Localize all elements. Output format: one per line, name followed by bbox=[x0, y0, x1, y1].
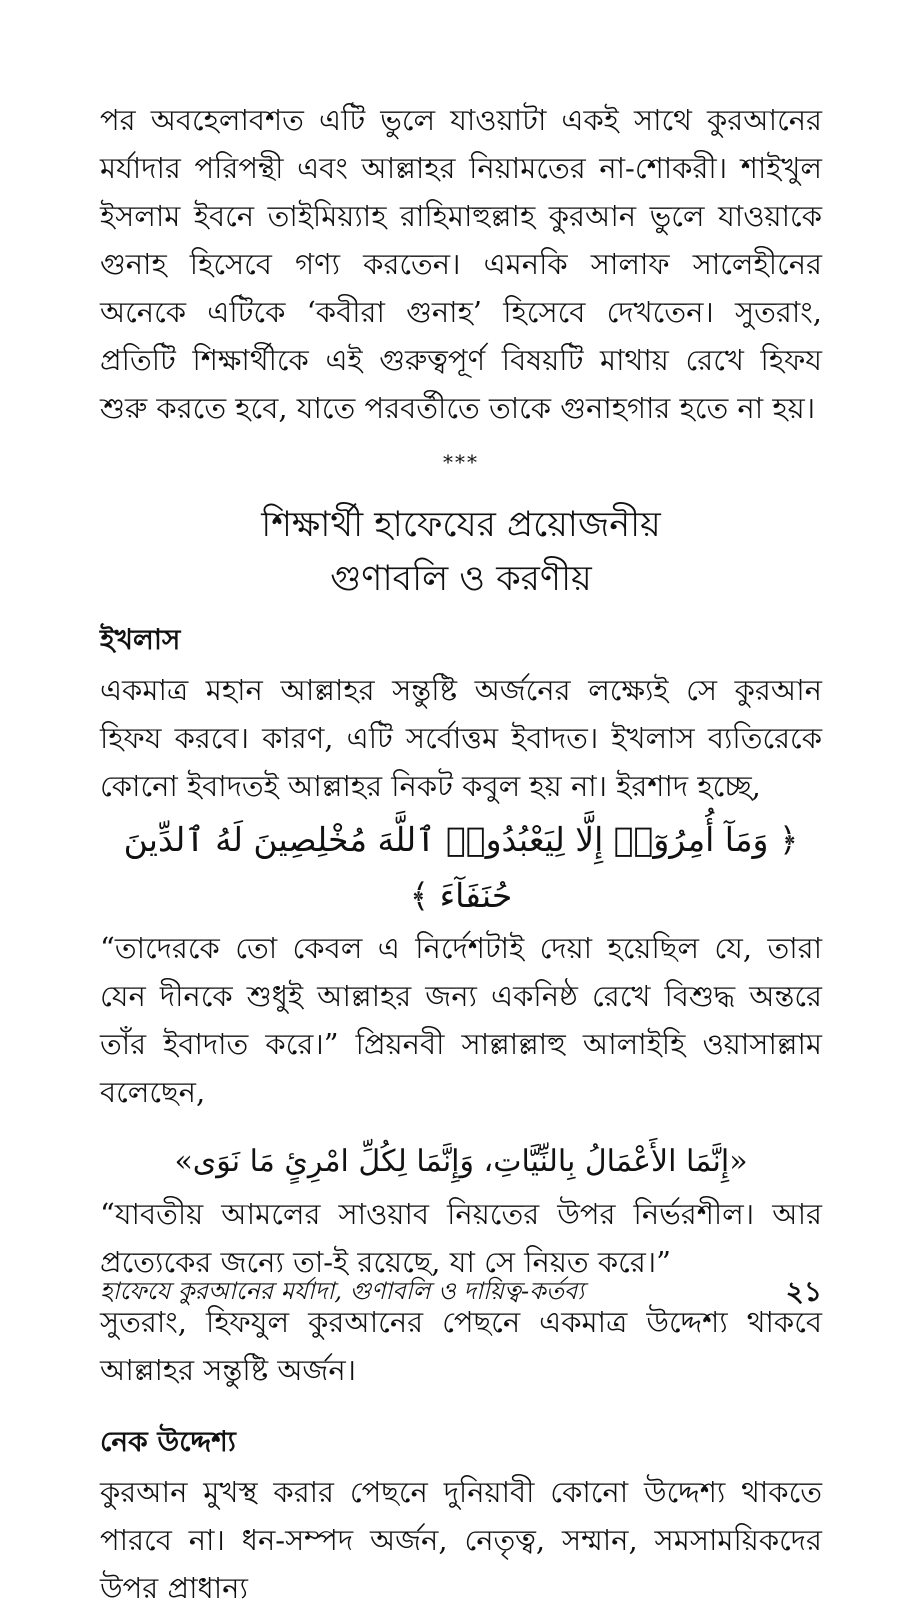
section-title-line-1: শিক্ষার্থী হাফেযের প্রয়োজনীয় bbox=[261, 505, 661, 545]
page-footer bbox=[100, 1273, 822, 1313]
page-number: ২১ bbox=[785, 1274, 822, 1308]
intro-paragraph: পর অবহেলাবশত এটি ভুলে যাওয়াটা একই সাথে কুরআনের মর্যাদার পরিপন্থী এবং আল্লাহর নিয়ামতের না-শোকরী। শাইখুল ইসলাম ইবনে তাইমিয়্যাহ রাহিমাহুল্লাহ কুরআন ভুলে যাওয়াকে গুনাহ হিসেবে গণ্য করতেন। এমনকি সালাফ সালেহীনের অনেকে এটিকে ‘কবীরা গুনাহ’ হিসেবে দেখতেন। সুতরাং, প্রতিটি শিক্ষার্থীকে এই গুরুত্বপূর্ণ বিষয়টি মাথায় রেখে হিফয শুরু করতে হবে, যাতে পরবর্তীতে তাকে গুনাহগার হতে না হয়। bbox=[100, 103, 822, 425]
nek-uddeshya-paragraph: কুরআন মুখস্থ করার পেছনে দুনিয়াবী কোনো উদ্দেশ্য থাকতে পারবে না। ধন-সম্পদ অর্জন, নেতৃত্ব, সম্মান, সমসাময়িকদের উপর প্রাধান্য bbox=[100, 1475, 822, 1605]
section-title-line-2: গুণাবলি ও করণীয় bbox=[330, 559, 592, 599]
hadith-arabic: «إِنَّمَا الأَعْمَالُ بِالنِّيَّاتِ، وَإِنَّمَا لِكُلِّ امْرِئٍ مَا نَوَى» bbox=[174, 1144, 748, 1179]
ikhlas-paragraph: একমাত্র মহান আল্লাহর সন্তুষ্টি অর্জনের লক্ষ্যেই সে কুরআন হিফয করবে। কারণ, এটি সর্বোত্তম ইবাদত। ইখলাস ব্যতিরেকে কোনো ইবাদতই আল্লাহর নিকট কবুল হয় না। ইরশাদ হচ্ছে, bbox=[100, 673, 822, 803]
quran-ayah-arabic: ﴿ وَمَآ أُمِرُوٓا۟ إِلَّا لِيَعْبُدُوا۟ ٱللَّهَ مُخْلِصِينَ لَهُ ٱلدِّينَ حُنَفَآءَ ﴾ bbox=[123, 820, 799, 915]
page-body bbox=[100, 96, 822, 1605]
section-separator: *** bbox=[443, 450, 479, 474]
conclusion-paragraph: সুতরাং, হিফযুল কুরআনের পেছনে একমাত্র উদ্দেশ্য থাকবে আল্লাহর সন্তুষ্টি অর্জন। bbox=[100, 1305, 822, 1387]
hadith-translation-paragraph: “যাবতীয় আমলের সাওয়াব নিয়তের উপর নির্ভরশীল। আর প্রত্যেকের জন্যে তা-ই রয়েছে, যা সে নিয়ত করে।” bbox=[100, 1197, 822, 1279]
heading-nek-uddeshya: নেক উদ্দেশ্য bbox=[100, 1425, 236, 1458]
ayah-translation-paragraph: “তাদেরকে তো কেবল এ নির্দেশটাই দেয়া হয়েছিল যে, তারা যেন দীনকে শুধুই আল্লাহর জন্য একনিষ্ঠ রেখে বিশুদ্ধ অন্তরে তাঁর ইবাদাত করে।” প্রিয়নবী সাল্লাল্লাহু আলাইহি ওয়াসাল্লাম বলেছেন, bbox=[100, 931, 822, 1109]
footer-book-title: হাফেযে কুরআনের মর্যাদা, গুণাবলি ও দায়িত্ব-কর্তব্য bbox=[100, 1277, 585, 1305]
heading-ikhlas: ইখলাস bbox=[100, 623, 181, 656]
